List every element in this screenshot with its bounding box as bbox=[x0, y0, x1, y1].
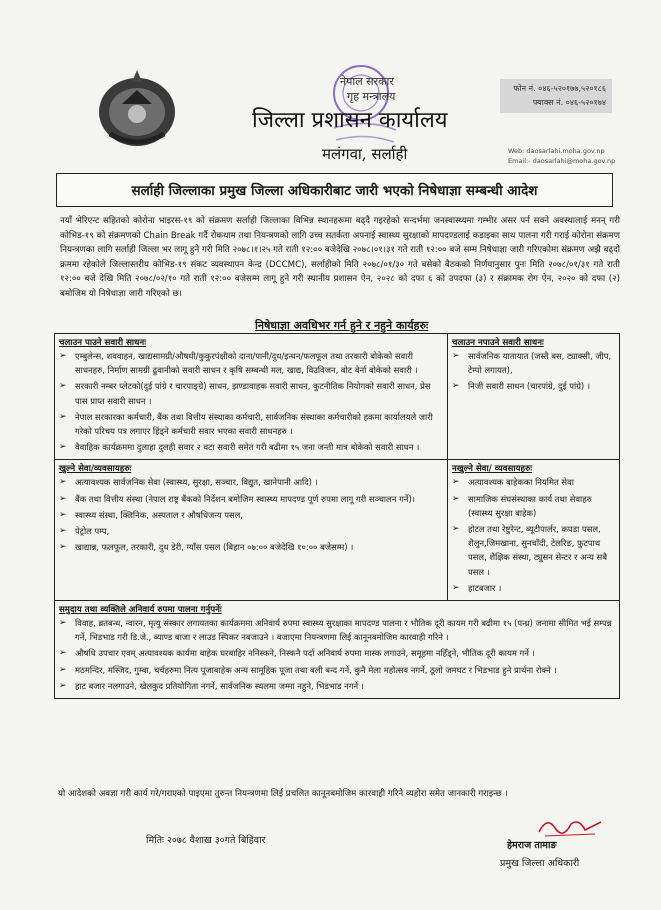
list-item: ➢ वैवाहिक कार्यक्रममा दुलाहा दुलही सवार २ वटा सवारी समेत गरी बढीमा १५ जना जन्ती मात्र बोकेको सवारी साधन । bbox=[59, 440, 443, 454]
website: Web: daosarlahi.moha.gov.np bbox=[508, 147, 605, 155]
office-title: जिल्ला प्रशासन कार्यालय bbox=[252, 108, 448, 133]
ministry-name: गृह मन्त्रालय bbox=[347, 90, 396, 103]
intro-paragraph: नयाँ भेरिएन्ट सहितको कोरोना भाइरस-१९ को संक्रमण सर्लाही जिल्लाका विभिन्न स्थानहरूमा बढ्दै गइरहेको सन्दर्भमा जनस्वास्थ्यमा गम्भीर असर पर्न सक्ने अवस्थालाई मनन् गरी कोभिड-१९ को संक्रमणको Chain Break गर्दै रोकथाम तथा नियन्त्रणको लागि उच्च सतर्कता अपनाई स्वास्थ्य सुरक्षाको मापदण्डलाई कडाइका साथ पालना गरी गराई कोरोना संक्रमण नियन्त्रणका लागि सर्लाही जिल्ला भर लागू हुने गरी मिति २०७८।१।२५ गते राती १२:०० बजेदेखि २०७८।०१।३१ गते राती १२:०० बजे सम्म निषेधाज्ञा जारी गरिएकोमा संक्रमण अझै बढ्दो क्रममा रहेकोले जिल्लास्तरीय कोभिड-१९ संकट व्यवस्थापन केन्द्र (DCCMC), सर्लाहीको मिति २०७८/०१/३० गते बसेको बैठकको निर्णयानुसार पुनः मिति २०७८/०१/३१ गते राती १२:०० बजे देखि मिति २०७८/०२/१० गते राती १२:०० बजेसम्म लागू हुने गरी स्थानीय प्रशासन ऐन, २०२८ को दफा ६ को उपदफा (३) र संक्रामक रोग ऐन, २०२० को दफा (२) बमोजिम यो निषेधाज्ञा जारी गरिएको छ। bbox=[60, 216, 620, 299]
list-item: ➢ हाटबजार । bbox=[452, 581, 615, 595]
fax-number: फ्याक्स नं. ०४६-५२०१७४ bbox=[532, 98, 606, 107]
government-name: नेपाल सरकार bbox=[340, 75, 394, 88]
vehicles-not-allowed-section bbox=[448, 334, 619, 459]
services-open-section bbox=[55, 460, 448, 600]
list-item: ➢ सामाजिक संघसंस्थाका कार्य तथा सेवाहरु (स्वास्थ्य सुरक्षा बाहेक) bbox=[452, 492, 615, 520]
list-item: ➢ हाट बजार नलगाउने, खेलकुद प्रतियोगिता नगर्ने, सार्वजनिक स्थलमा जम्मा नहुने, भिडभाड नगर्ने । bbox=[59, 679, 615, 693]
section-title: चलाउन पाउने सवारी साधनः bbox=[59, 338, 146, 348]
section-title: खुल्ने सेवा/व्यवसायहरुः bbox=[59, 464, 132, 475]
list-item: ➢ अत्यावश्यक सार्वजनिक सेवा (स्वास्थ्य, सुरक्षा, सञ्चार, विद्युत, खानेपानी आदि) । bbox=[59, 475, 443, 489]
services-row bbox=[55, 460, 619, 601]
community-row bbox=[55, 601, 619, 698]
section-title: चलाउन नपाउने सवारी साधनः bbox=[452, 338, 544, 348]
list-item: ➢ नेपाल सरकारका कर्मचारी, बैंक तथा वित्तीय संस्थाका कर्मचारी, सार्वजनिक संस्थाका कर्मचारीको हकमा कार्यालयले जारी गरेको परिचय पत्र लगाएर हिंड्ने कर्मचारी सवार भएका सवारी साधनहरु । bbox=[59, 410, 443, 438]
signer-name: हेमराज तामाङ bbox=[507, 840, 557, 851]
signer-title: प्रमुख जिल्ला अधिकारी bbox=[500, 858, 580, 869]
issue-date: मितिः २०७८ वैशाख ३०गते बिहिवार bbox=[146, 835, 266, 846]
office-location: मलंगवा, सर्लाही bbox=[322, 145, 408, 163]
list-item: ➢ खाद्यान्न, फलफूल, तरकारी, दुध डेरी, ग्याँस पसल (बिहान ०७:०० बजेदेखि १०:०० बजेसम्म) । bbox=[59, 540, 443, 554]
services-closed-section bbox=[448, 460, 619, 600]
closing-statement: यो आदेशको अवज्ञा गरी कार्य गरे/गराएको पाइएमा तुरुन्त नियन्त्रणमा लिई प्रचलित कानूनबमोजिम कारवाही गरिने व्यहोरा समेत जानकारी गराइन्छ । bbox=[58, 789, 508, 799]
signature-icon bbox=[535, 812, 605, 840]
list-item: ➢ सरकारी नम्बर प्लेटको(दुई पांग्रे र चारपाङ्ग्रे) साधन, झण्डावाहक सवारी साधन, कुटनीतिक नियोगको सवारी साधन, प्रेस पास प्राप्त सवारी साधन । bbox=[59, 379, 443, 407]
contact-box bbox=[500, 79, 612, 113]
section-title: समुदाय तथा व्यक्तिले अनिवार्य रुपमा पालना गर्नुपर्नेः bbox=[59, 605, 222, 616]
community-section bbox=[55, 601, 619, 698]
order-title: सर्लाही जिल्लाका प्रमुख जिल्ला अधिकारीबाट जारी भएको निषेधाज्ञा सम्बन्धी आदेश bbox=[56, 173, 613, 207]
email: Email:- daosarlahi@moha.gov.np bbox=[508, 157, 616, 165]
list-item: ➢ पेट्रोल पम्प, bbox=[59, 524, 443, 538]
list-item: ➢ विवाह, ब्रतबन्ध, न्वारन, मृत्यु संस्कार लगायतका कार्यक्रममा अनिवार्य रुपमा स्वास्थ्य सुरक्षाका मापदण्ड पालना र भौतिक दूरी कायम गरी बढीमा १५ (पन्ध्र) जनामा सीमित भई सम्पन्न गर्ने, भिडभाड गरी डि.जे., ब्याण्ड बाजा र लाउड स्पिकर नबजाउने । बजाएमा नियन्त्रणमा लिई कानूनबमोजिम कारवाही गरिने । bbox=[59, 616, 615, 644]
phone-number: फोन नं. ०४६-५२०१७७,५२०१८६ bbox=[513, 84, 606, 93]
web-contacts bbox=[508, 146, 615, 166]
vehicles-row bbox=[55, 334, 619, 460]
prohibitions-heading: निषेधाज्ञा अवधिभर गर्न हुने र नहुने कार्यहरुः bbox=[255, 319, 429, 332]
list-item: ➢ निजी सवारी साधन (चारपांग्रे, दुई पांग्रे) । bbox=[452, 379, 615, 393]
nepal-emblem-icon bbox=[92, 64, 182, 150]
list-item: ➢ बैंक तथा वित्तीय संस्था (नेपाल राष्ट्र बैंकको निर्देशन बमोजिम स्वास्थ्य मापदण्ड पूर्ण रुपमा लागू गरी सञ्चालन गर्ने)। bbox=[59, 492, 443, 506]
rules-table bbox=[54, 333, 620, 699]
section-title: नखुल्ने सेवा/ व्यवसायहरुः bbox=[452, 464, 532, 475]
list-item: ➢ एम्बुलेन्स, शववाहन, खाद्यसामग्री/औषधी/कुकुरपंक्षीको दाना/पानी/दुध/इन्धन/फलफूल तथा तरकारी बोकेको सवारी साधनहरु, निर्माण सामग्री ढुवानीको सवारी साधन र कृषि सम्बन्धी मल, खाद्य, विउविजन, बोट बेर्ना बोकेको सवारी । bbox=[59, 349, 443, 377]
list-item: ➢ मठमन्दिर, मस्जिद, गुम्बा, चर्चहरुमा नित्य पूजाबाहेक अन्य सामूहिक पूजा तथा बली बन्द गर्ने, कुनै मेला महोत्सव नगर्ने, ठूलो जमघट र भिडभाड हुने प्रार्थना रोक्ने । bbox=[59, 663, 615, 677]
list-item: ➢ औषधि उपचार एवम् अत्यावश्यक कार्यमा बाहेक घरबाहिर ननिस्कने, निस्कनै पर्दा अनिवार्य रुपमा मास्क लगाउने, समूहमा नहिँड्ने, भौतिक दूरी कायम गर्ने । bbox=[59, 646, 615, 660]
list-item: ➢ होटल तथा रेष्टुरेन्ट, ब्यूटीपार्लर, कपडा पसल, शैलुन,जिमखाना, सुनचाँदी, टेलरिङ, फुटपाथ पसल, शैक्षिक संस्था, ट्युसन सेन्टर र अन्य सबै पसल । bbox=[452, 522, 615, 579]
list-item: ➢ अत्यावश्यक बाहेकका नियमित सेवा bbox=[452, 475, 615, 489]
list-item: ➢ स्वास्थ्य संस्था, क्लिनिक, अस्पताल र औषधिजन्य पसल, bbox=[59, 508, 443, 522]
vehicles-allowed-section bbox=[55, 334, 448, 459]
list-item: ➢ सार्वजनिक यातायात (जस्तै बस, ट्याक्सी, जीप, टेम्पो लगायत), bbox=[452, 349, 615, 377]
